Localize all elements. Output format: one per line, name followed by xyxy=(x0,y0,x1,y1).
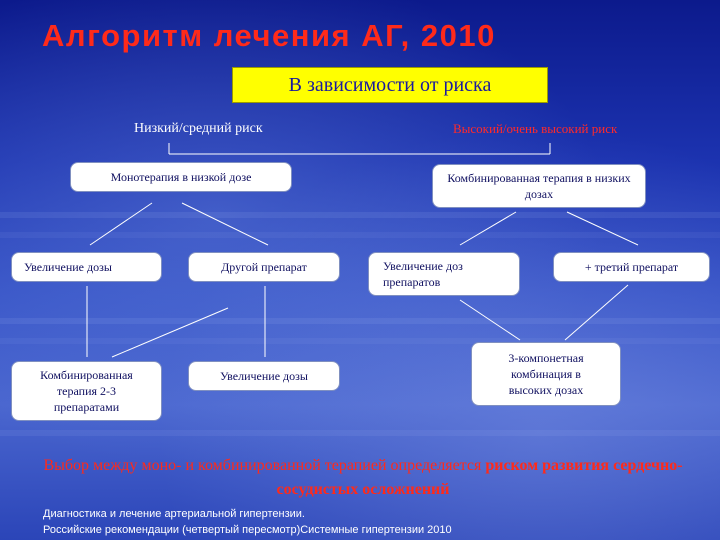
connector xyxy=(182,203,268,245)
node-third-drug: + третий препарат xyxy=(553,252,710,282)
high-risk-label: Высокий/очень высокий риск xyxy=(453,121,618,136)
source-footnote xyxy=(43,506,452,538)
conclusion-text xyxy=(40,454,686,502)
connector xyxy=(112,308,228,357)
connector xyxy=(567,212,638,245)
slide-title: Алгоритм лечения АГ, 2010 xyxy=(42,18,496,53)
node-combo-2-3: Комбинированная терапия 2-3 препаратами xyxy=(11,361,162,421)
footnote-line2: Российские рекомендации (четвертый пересмотр)Системные гипертензии 2010 xyxy=(43,524,452,536)
node-three-component: 3-компонетная комбинация в высоких дозах xyxy=(471,342,621,406)
node-other-drug: Другой препарат xyxy=(188,252,340,282)
node-monotherapy: Монотерапия в низкой дозе xyxy=(70,162,292,192)
node-dose-increase-2: Увеличение дозы xyxy=(188,361,340,391)
node-dose-increase-combo: Увеличение доз препаратов xyxy=(368,252,520,296)
conclusion-part2: риском развития сердечно-сосудистых осложнений xyxy=(276,457,683,498)
risk-header-box: В зависимости от риска xyxy=(232,67,548,103)
connector xyxy=(565,285,628,340)
connector xyxy=(90,203,152,245)
node-combo-low-dose: Комбинированная терапия в низких дозах xyxy=(432,164,646,208)
conclusion-part1: Выбор между моно- и комбинированной терапией определяется xyxy=(43,457,486,474)
low-risk-label: Низкий/средний риск xyxy=(134,121,263,136)
connector xyxy=(460,212,516,245)
node-dose-increase-1: Увеличение дозы xyxy=(11,252,162,282)
connector xyxy=(460,300,520,340)
footnote-line1: Диагностика и лечение артериальной гипертензии. xyxy=(43,508,305,520)
